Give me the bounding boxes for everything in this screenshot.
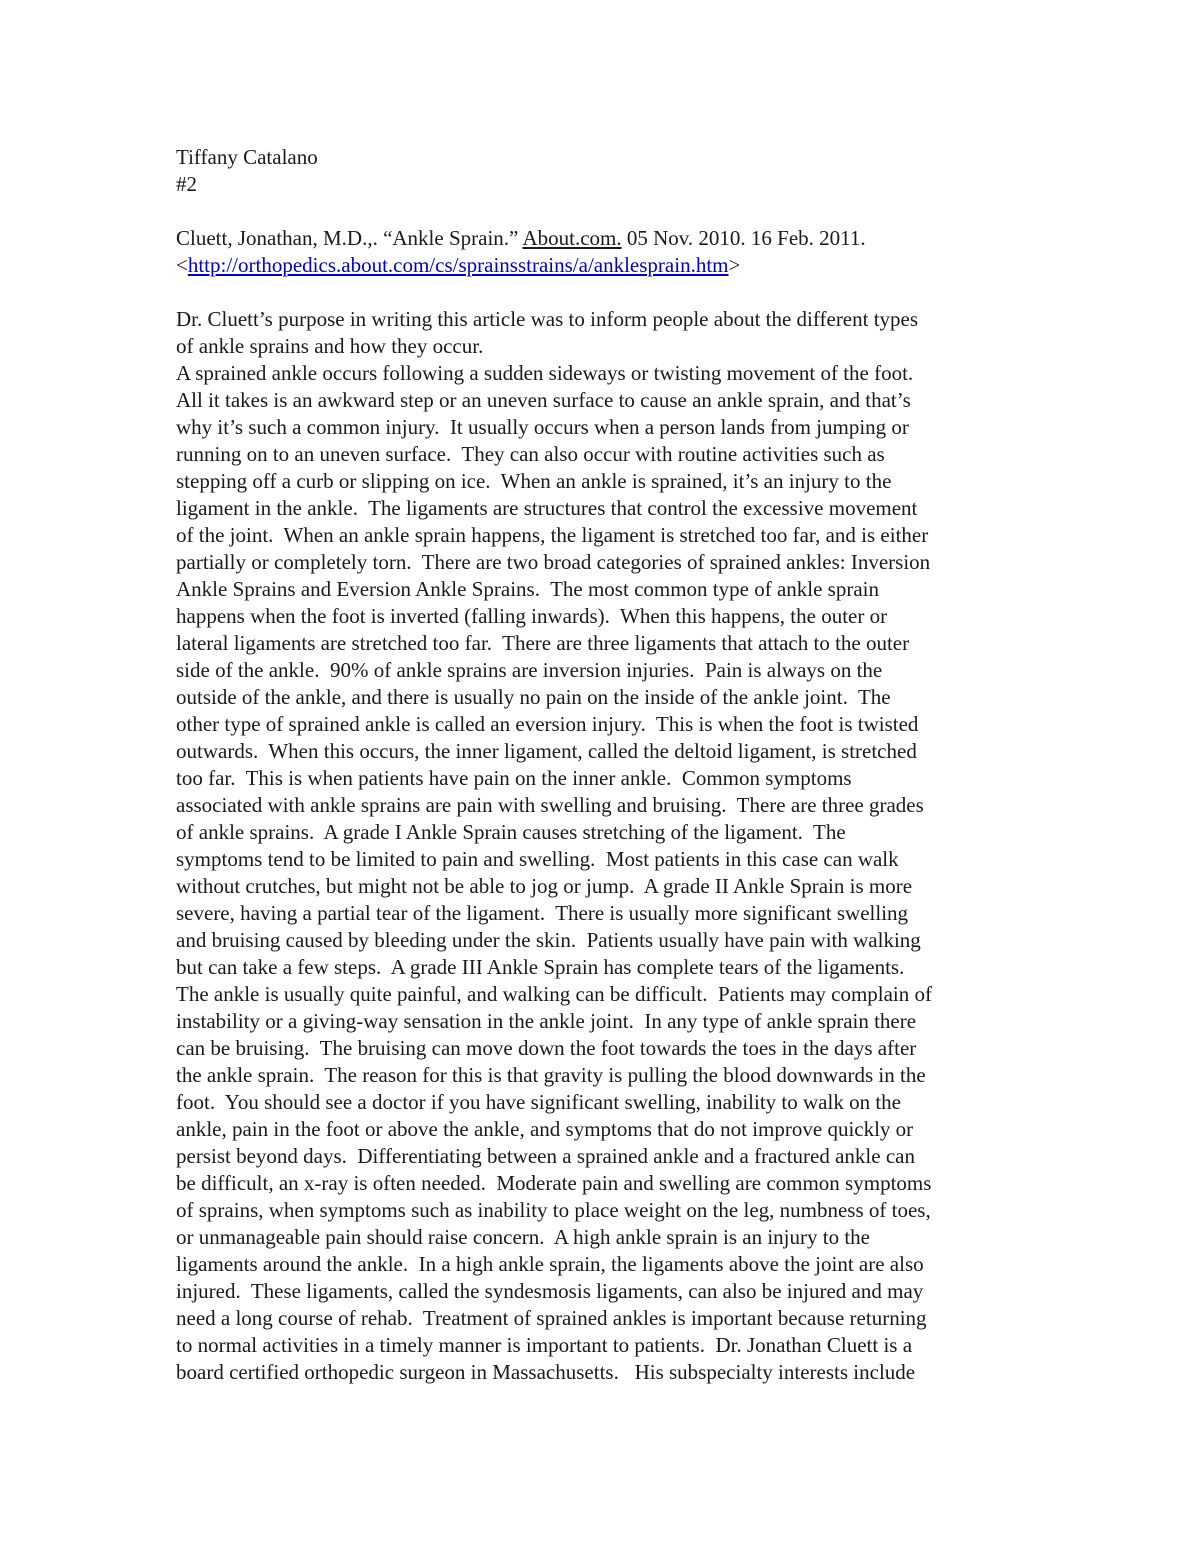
body-text-line: A sprained ankle occurs following a sudden sideways or twisting movement of the foot. [176, 361, 914, 385]
body-text-line: the ankle sprain. The reason for this is that gravity is pulling the blood downwards in the [176, 1063, 926, 1087]
body-text-line: without crutches, but might not be able to jog or jump. A grade II Ankle Sprain is more [176, 874, 913, 898]
body-text-line: Dr. Cluett’s purpose in writing this article was to inform people about the different types [176, 307, 919, 331]
body-text-line: of the joint. When an ankle sprain happens, the ligament is stretched too far, and is either [176, 523, 929, 547]
body-text-line: of ankle sprains and how they occur. [176, 334, 484, 358]
body-text-line: The ankle is usually quite painful, and walking can be difficult. Patients may complain of [176, 982, 933, 1006]
body-text-line: can be bruising. The bruising can move down the foot towards the toes in the days after [176, 1036, 917, 1060]
body-text-line: persist beyond days. Differentiating between a sprained ankle and a fractured ankle can [176, 1144, 915, 1168]
body-text-line: partially or completely torn. There are two broad categories of sprained ankles: Inversion [176, 550, 931, 574]
body-text-line: but can take a few steps. A grade III Ankle Sprain has complete tears of the ligaments. [176, 955, 905, 979]
body-text-line: side of the ankle. 90% of ankle sprains are inversion injuries. Pain is always on the [176, 658, 883, 682]
body-text-line: Ankle Sprains and Eversion Ankle Sprains. The most common type of ankle sprain [176, 577, 879, 601]
assignment-number: #2 [176, 172, 197, 196]
body-text-line: ankle, pain in the foot or above the ankle, and symptoms that do not improve quickly or [176, 1117, 914, 1141]
body-text-line: of sprains, when symptoms such as inability to place weight on the leg, numbness of toes, [176, 1198, 931, 1222]
citation-line [176, 225, 1046, 252]
author-name: Tiffany Catalano [176, 145, 318, 169]
body-text-line: outside of the ankle, and there is usually no pain on the inside of the ankle joint. The [176, 685, 891, 709]
body-text-line: to normal activities in a timely manner is important to patients. Dr. Jonathan Cluett is a [176, 1333, 913, 1357]
document-content [176, 144, 1046, 1386]
body-text-line: need a long course of rehab. Treatment of sprained ankles is important because returning [176, 1306, 927, 1330]
body-text-line: stepping off a curb or slipping on ice. When an ankle is sprained, it’s an injury to the [176, 469, 892, 493]
body-text-line: ligaments around the ankle. In a high ankle sprain, the ligaments above the joint are also [176, 1252, 924, 1276]
body-text-line: instability or a giving-way sensation in the ankle joint. In any type of ankle sprain there [176, 1009, 917, 1033]
body-text-line: be difficult, an x-ray is often needed. Moderate pain and swelling are common symptoms [176, 1171, 932, 1195]
citation-url-close: > [728, 253, 741, 277]
body-text-line: ligament in the ankle. The ligaments are structures that control the excessive movement [176, 496, 918, 520]
citation-url-open: < [176, 253, 188, 277]
body-text-line: outwards. When this occurs, the inner ligament, called the deltoid ligament, is stretched [176, 739, 917, 763]
body-text-line: why it’s such a common injury. It usually occurs when a person lands from jumping or [176, 415, 909, 439]
body-text-line: board certified orthopedic surgeon in Massachusetts. His subspecialty interests include [176, 1360, 916, 1384]
citation-url-link[interactable]: http://orthopedics.about.com/cs/sprainsstrains/a/anklesprain.htm [187, 253, 729, 277]
body-text-line: All it takes is an awkward step or an uneven surface to cause an ankle sprain, and that’s [176, 388, 911, 412]
citation-site: About.com. [522, 226, 622, 250]
citation-prefix: Cluett, Jonathan, M.D.,. “Ankle Sprain.” [176, 226, 523, 250]
body-text-line: too far. This is when patients have pain on the inner ankle. Common symptoms [176, 766, 852, 790]
body-text-line: associated with ankle sprains are pain with swelling and bruising. There are three grades [176, 793, 924, 817]
body-text-line: symptoms tend to be limited to pain and swelling. Most patients in this case can walk [176, 847, 899, 871]
body-text-line: and bruising caused by bleeding under the skin. Patients usually have pain with walking [176, 928, 921, 952]
body-text-line: of ankle sprains. A grade I Ankle Sprain causes stretching of the ligament. The [176, 820, 846, 844]
body-text-line: running on to an uneven surface. They can also occur with routine activities such as [176, 442, 885, 466]
body-text-line: lateral ligaments are stretched too far. There are three ligaments that attach to the outer [176, 631, 910, 655]
article-summary [176, 306, 1046, 1386]
body-text-line: severe, having a partial tear of the ligament. There is usually more significant swelling [176, 901, 909, 925]
body-text-line: or unmanageable pain should raise concern. A high ankle sprain is an injury to the [176, 1225, 870, 1249]
spacer [176, 279, 1046, 306]
body-text-line: happens when the foot is inverted (falling inwards). When this happens, the outer or [176, 604, 888, 628]
body-text-line: foot. You should see a doctor if you have significant swelling, inability to walk on the [176, 1090, 901, 1114]
spacer [176, 198, 1046, 225]
body-text-line: injured. These ligaments, called the syndesmosis ligaments, can also be injured and may [176, 1279, 924, 1303]
citation-url-line [176, 252, 1046, 279]
citation-dates: 05 Nov. 2010. 16 Feb. 2011. [621, 226, 866, 250]
body-text-line: other type of sprained ankle is called an eversion injury. This is when the foot is twisted [176, 712, 919, 736]
